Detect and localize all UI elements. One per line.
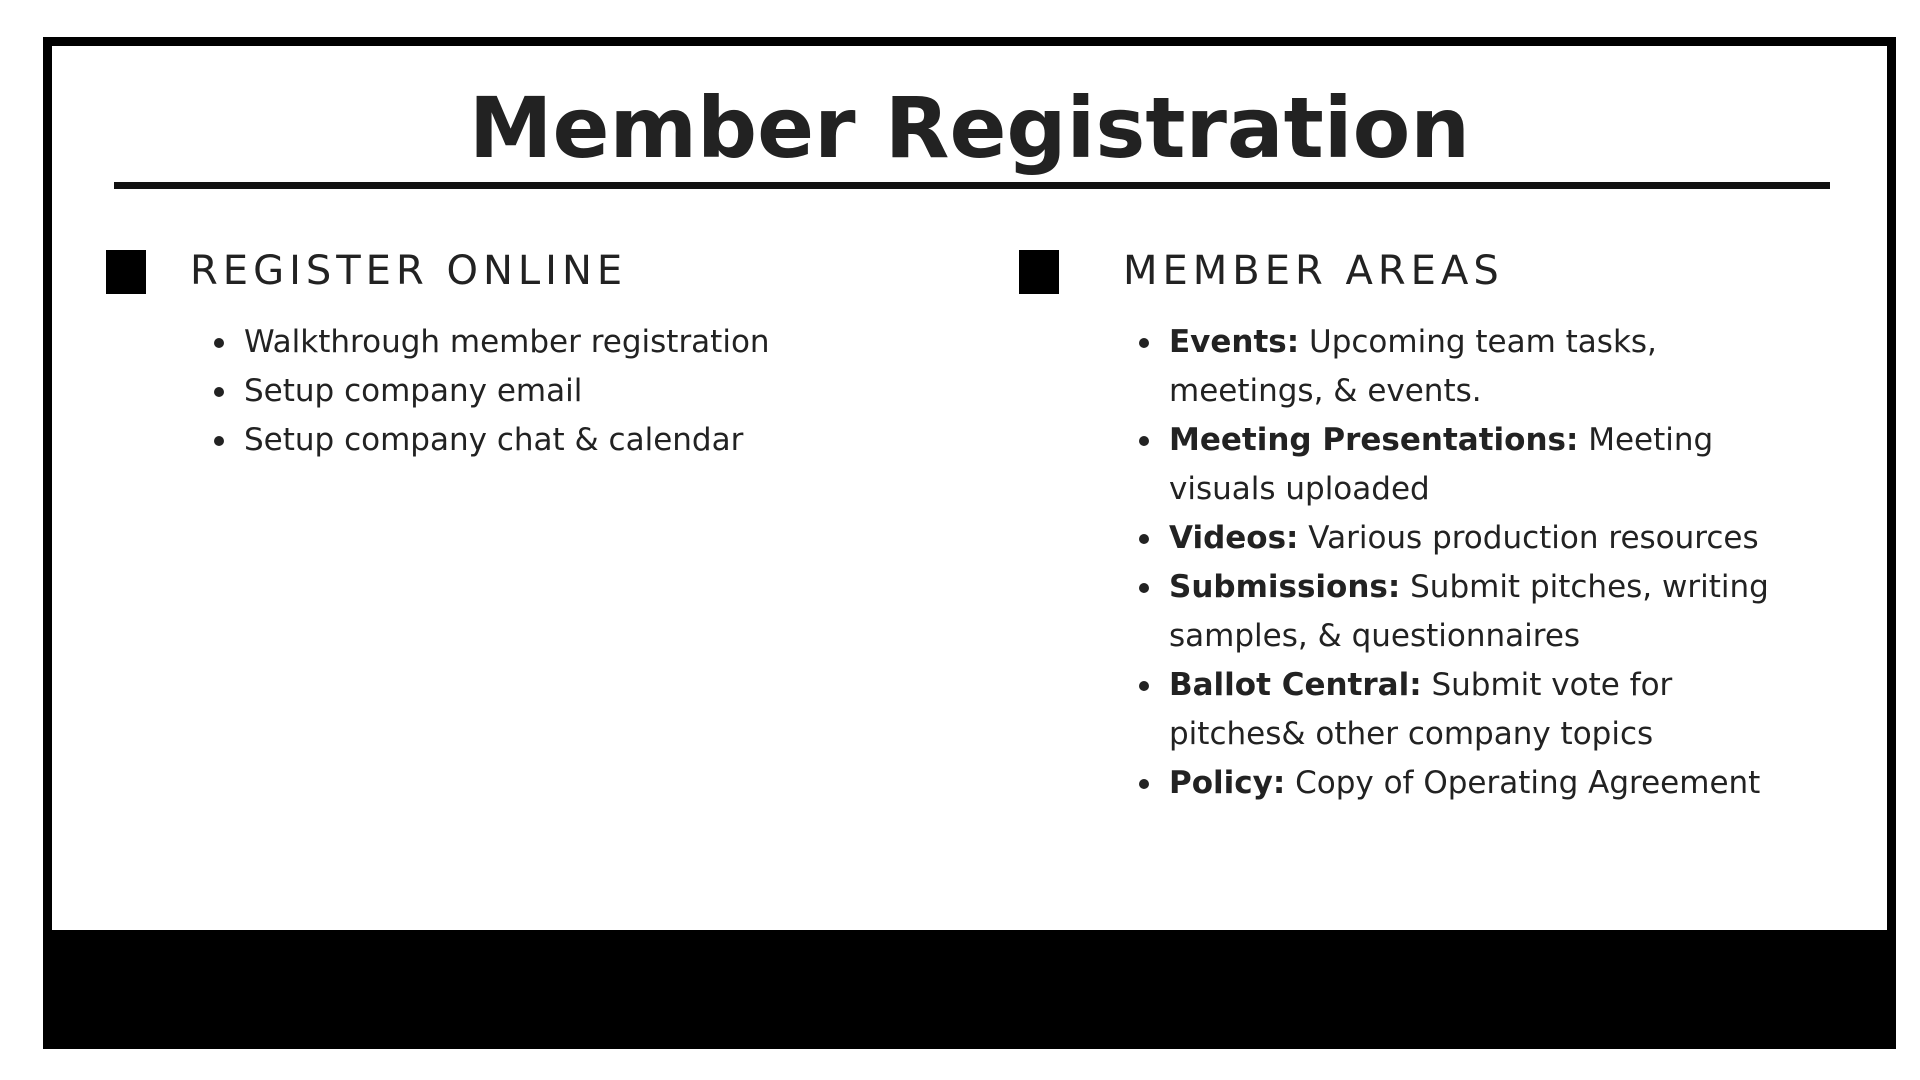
item-description: Submit vote for pitches& other company topics <box>1169 667 1673 752</box>
list-item <box>244 416 926 465</box>
list-item <box>1169 759 1809 808</box>
list-item-text: Setup company chat & calendar <box>244 422 744 458</box>
item-term: Videos: <box>1169 520 1299 556</box>
bullet-dot-icon <box>1139 779 1149 789</box>
member-areas-section <box>1019 246 1829 808</box>
list-item <box>1169 563 1809 661</box>
list-item-text: Walkthrough member registration <box>244 324 770 360</box>
list-item-text: Setup company email <box>244 373 583 409</box>
item-term: Meeting Presentations: <box>1169 422 1579 458</box>
register-online-list <box>244 318 926 465</box>
item-description: Submit pitches, writing samples, & questionnaires <box>1169 569 1769 654</box>
item-term: Policy: <box>1169 765 1286 801</box>
bullet-dot-icon <box>1139 436 1149 446</box>
item-term: Submissions: <box>1169 569 1401 605</box>
list-item <box>1169 416 1809 514</box>
bullet-dot-icon <box>214 338 224 348</box>
bullet-dot-icon <box>214 387 224 397</box>
bullet-dot-icon <box>1139 534 1149 544</box>
item-description: Copy of Operating Agreement <box>1285 765 1761 801</box>
list-item <box>1169 661 1809 759</box>
bullet-dot-icon <box>214 436 224 446</box>
footer-bar <box>52 930 1887 1040</box>
list-item <box>1169 514 1809 563</box>
item-description: Various production resources <box>1298 520 1759 556</box>
member-areas-list <box>1169 318 1809 808</box>
section-header <box>106 246 926 296</box>
slide-frame <box>43 37 1896 1049</box>
square-bullet-icon <box>106 250 146 294</box>
list-item <box>244 318 926 367</box>
list-item <box>1169 318 1809 416</box>
item-description: Upcoming team tasks, meetings, & events. <box>1169 324 1657 409</box>
section-heading: MEMBER AREAS <box>1123 248 1504 294</box>
item-term: Events: <box>1169 324 1300 360</box>
bullet-dot-icon <box>1139 583 1149 593</box>
item-term: Ballot Central: <box>1169 667 1422 703</box>
section-header <box>1019 246 1829 296</box>
bullet-dot-icon <box>1139 681 1149 691</box>
slide-title: Member Registration <box>468 79 1471 177</box>
item-description: Meeting visuals uploaded <box>1169 422 1714 507</box>
square-bullet-icon <box>1019 250 1059 294</box>
title-divider <box>114 182 1830 189</box>
register-online-section <box>106 246 926 465</box>
list-item <box>244 367 926 416</box>
bullet-dot-icon <box>1139 338 1149 348</box>
section-heading: REGISTER ONLINE <box>190 248 628 294</box>
